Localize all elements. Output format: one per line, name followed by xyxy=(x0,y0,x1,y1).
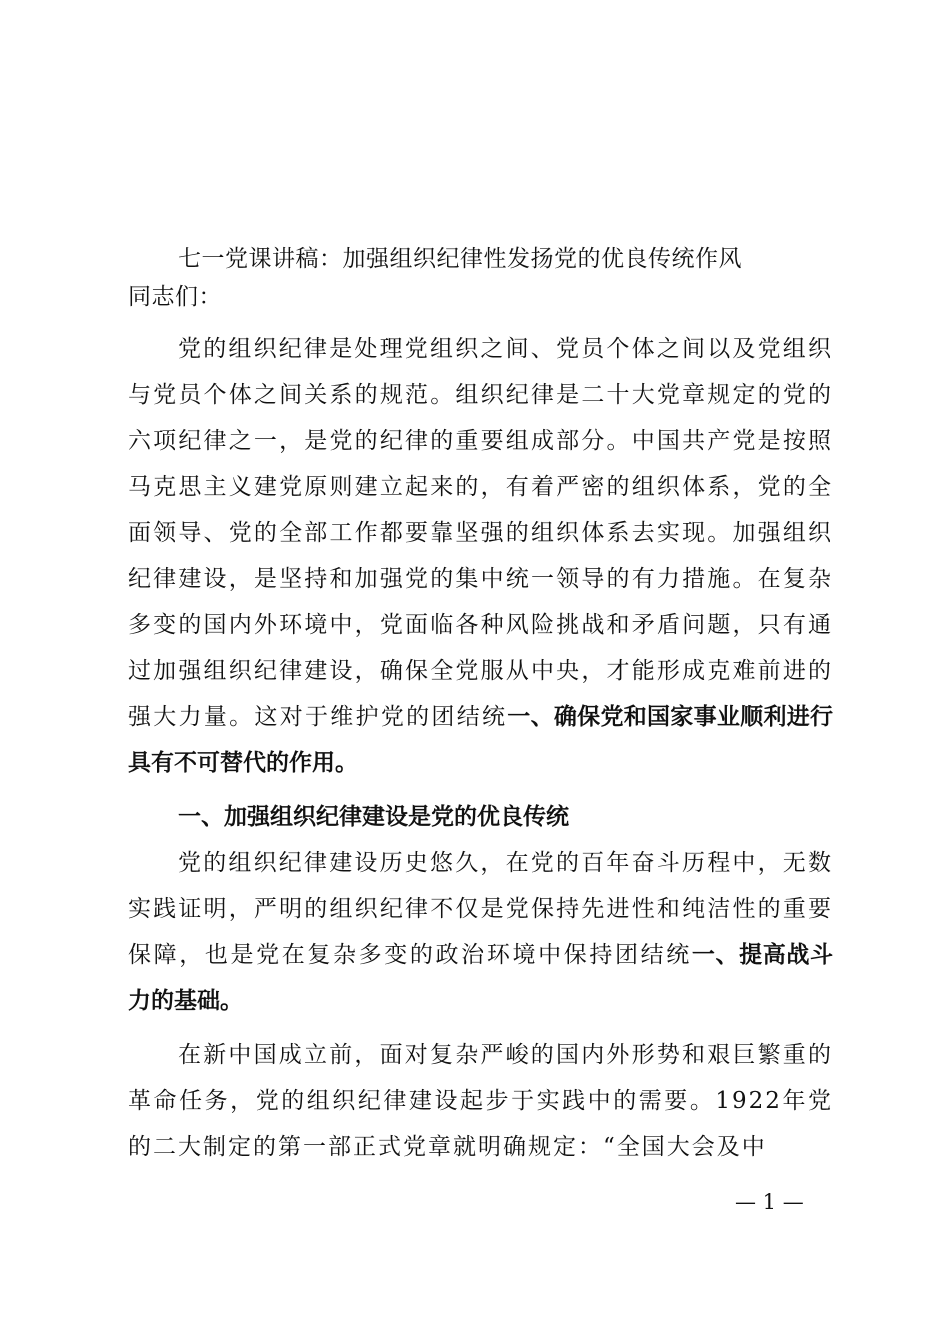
section-paragraph-history-text: 党的组织纪律建设历史悠久，在党的百年奋斗历程中，无数实践证明，严明的组织纪律不仅是党保持先进性和纯洁性的重要保障，也是党在复杂多变的政治环境中保持团结统 xyxy=(128,850,833,968)
paragraph-gap xyxy=(128,786,833,794)
intro-paragraph xyxy=(128,326,833,786)
section-heading: 一、加强组织纪律建设是党的优良传统 xyxy=(178,804,569,830)
section-paragraph-pre-1949-text: 在新中国成立前，面对复杂严峻的国内外形势和艰巨繁重的革命任务，党的组织纪律建设起步于实践中的需要。1922年党的二大制定的第一部正式党章就明确规定：“全国大会及中 xyxy=(128,1042,833,1160)
section-paragraph-history-bold-tail: 一、提高战斗力的基础。 xyxy=(128,942,834,1014)
intro-paragraph-bold-tail: 一、确保党和国家事业顺利进行具有不可替代的作用。 xyxy=(128,704,834,776)
document-body xyxy=(128,240,833,1170)
document-title: 七一党课讲稿：加强组织纪律性发扬党的优良传统作风 xyxy=(178,246,742,272)
page-number: — 1 — xyxy=(735,1190,804,1214)
section-paragraph-pre-1949 xyxy=(128,1032,833,1170)
intro-paragraph-text: 党的组织纪律是处理党组织之间、党员个体之间以及党组织与党员个体之间关系的规范。组织纪律是二十大党章规定的党的六项纪律之一，是党的纪律的重要组成部分。中国共产党是按照马克思主义建党原则建立起来的，有着严密的组织体系，党的全面领导、党的全部工作都要靠坚强的组织体系去实现。加强组织纪律建设，是坚持和加强党的集中统一领导的有力措施。在复杂多变的国内外环境中，党面临各种风险挑战和矛盾问题，只有通过加强组织纪律建设，确保全党服从中央，才能形成克难前进的强大力量。这对于维护党的团结统 xyxy=(128,336,833,730)
section-paragraph-history xyxy=(128,840,833,1024)
salutation: 同志们： xyxy=(128,284,222,310)
paragraph-gap xyxy=(128,1024,833,1032)
